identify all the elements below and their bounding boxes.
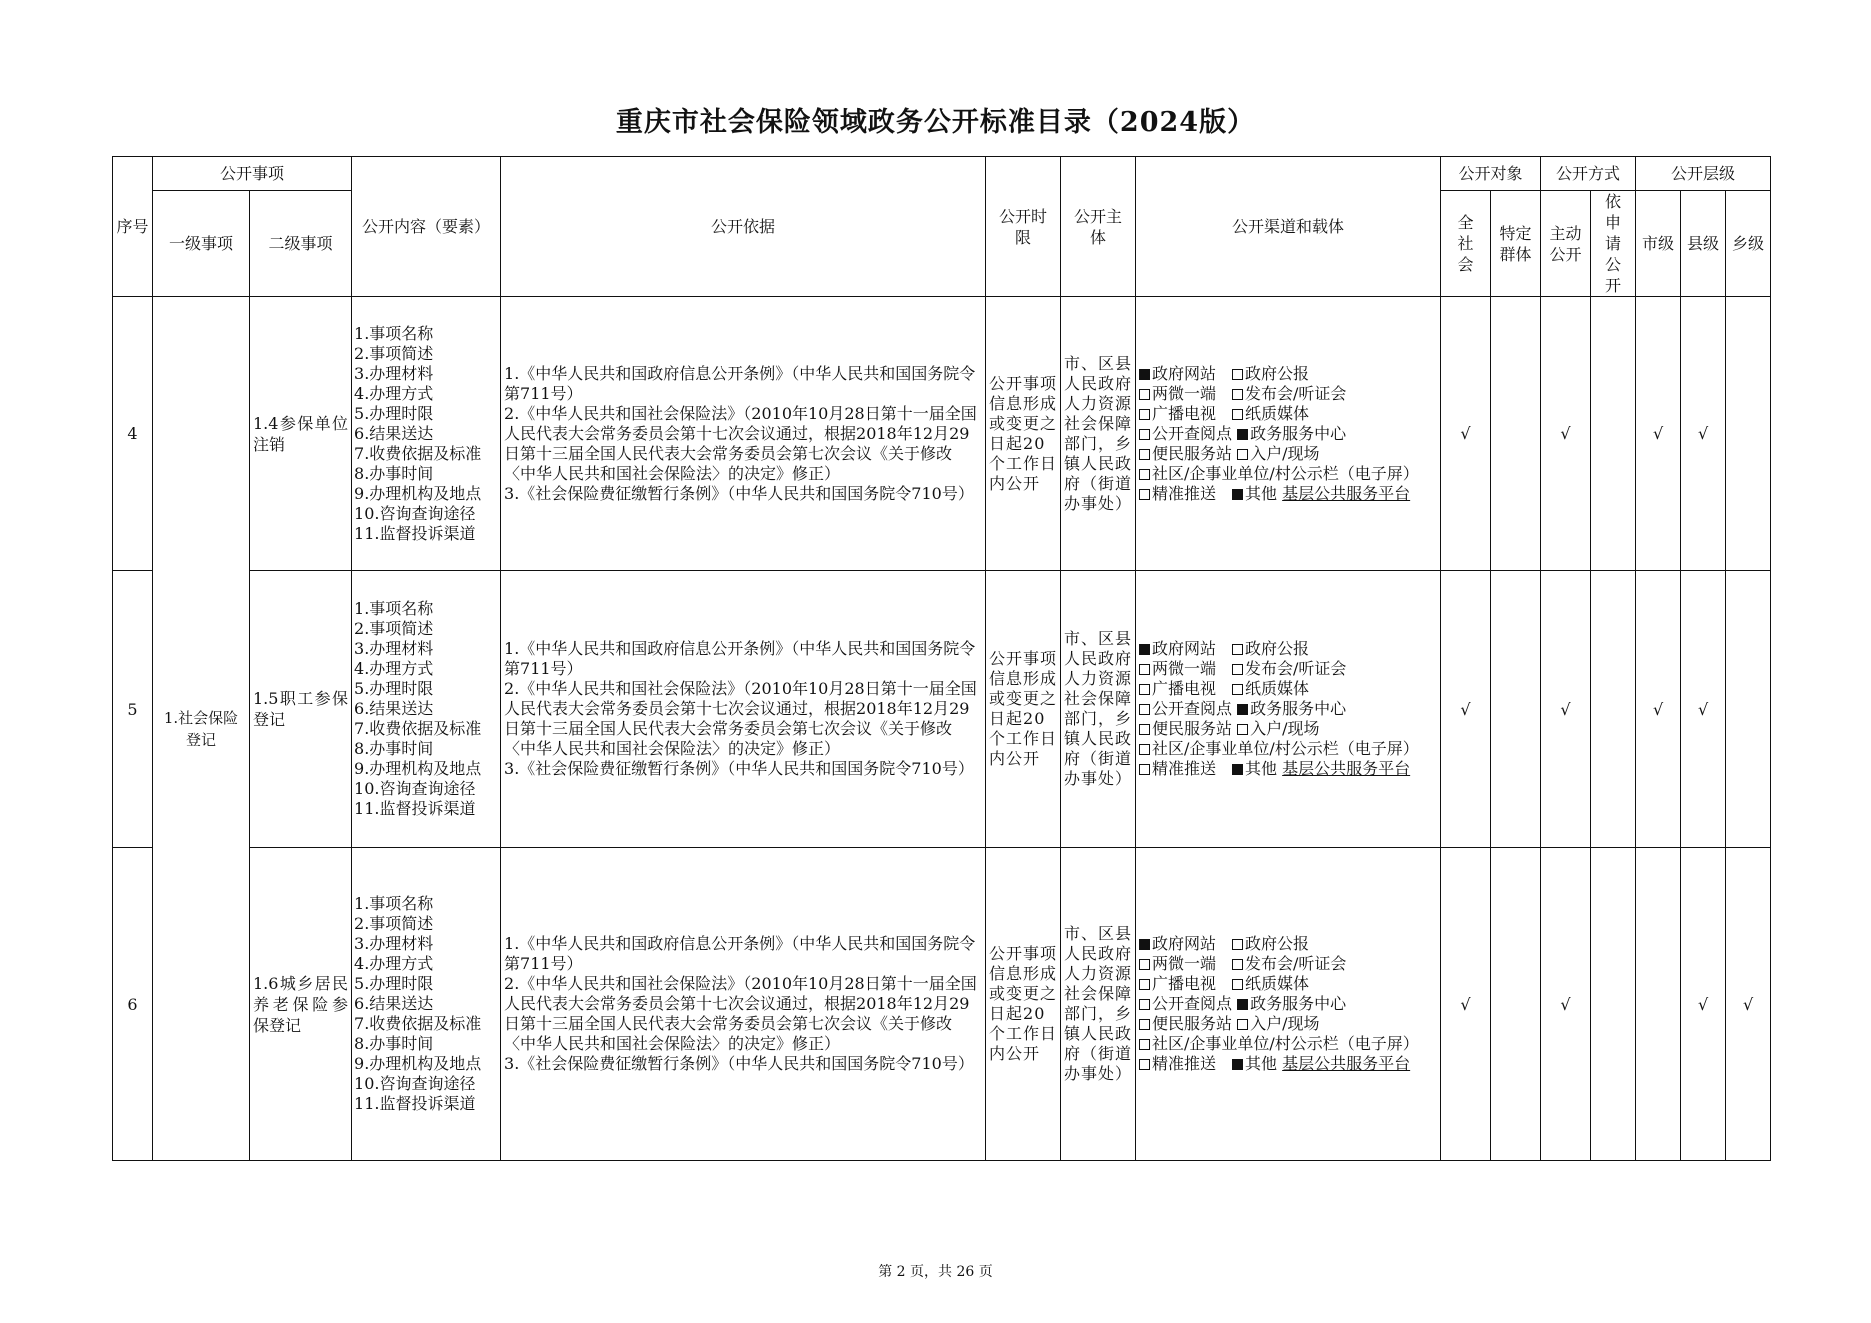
channel-two-wei: 两微一端: [1152, 383, 1217, 403]
content-item: 3.办理材料: [354, 934, 434, 953]
unchecked-box-icon: [1232, 684, 1243, 695]
level-county-mark: √: [1681, 848, 1726, 1161]
basis-cell: [501, 571, 986, 848]
content-item: 2.事项简述: [354, 343, 434, 363]
time-limit-cell: 公开事项信息形成或变更之日起20个工作日内公开: [986, 571, 1061, 848]
channel-reading-point: 公开查阅点: [1152, 994, 1233, 1013]
unchecked-box-icon: [1139, 979, 1150, 990]
header-mode-active: 主动公开: [1541, 191, 1591, 297]
channel-gov-gazette: 政府公报: [1245, 934, 1310, 953]
header-target-all: 全社会: [1441, 191, 1491, 297]
channel-community: 社区/企事业单位/村公示栏（电子屏）: [1152, 1034, 1419, 1053]
checked-box-icon: [1237, 999, 1248, 1010]
channel-community: 社区/企事业单位/村公示栏（电子屏）: [1152, 739, 1419, 758]
checked-box-icon: [1139, 369, 1150, 380]
subject-cell: 市、区县人民政府人力资源社会保障部门，乡镇人民政府（街道办事处）: [1061, 297, 1136, 571]
channel-paper: 纸质媒体: [1245, 974, 1310, 993]
channel-gov-site: 政府网站: [1152, 639, 1217, 658]
basis-item: 1.《中华人民共和国政府信息公开条例》（中华人民共和国国务院令第711号）: [504, 639, 976, 678]
channel-gov-gazette: 政府公报: [1245, 639, 1310, 658]
header-level1: 一级事项: [153, 191, 250, 297]
header-channel: 公开渠道和载体: [1136, 157, 1441, 297]
content-item: 7.收费依据及标准: [354, 1014, 482, 1033]
content-item: 9.办理机构及地点: [354, 759, 482, 778]
channel-press: 发布会/听证会: [1245, 659, 1347, 678]
content-item: 11.监督投诉渠道: [354, 1094, 476, 1113]
channel-service-station: 便民服务站: [1152, 443, 1233, 463]
header-level-town: 乡级: [1726, 191, 1771, 297]
unchecked-box-icon: [1139, 449, 1150, 460]
seq-cell: 6: [113, 848, 153, 1161]
basis-cell: [501, 848, 986, 1161]
unchecked-box-icon: [1139, 409, 1150, 420]
channel-two-wei: 两微一端: [1152, 954, 1217, 973]
document-title: 重庆市社会保险领域政务公开标准目录（2024版）: [615, 107, 1256, 138]
header-basis: 公开依据: [501, 157, 986, 297]
unchecked-box-icon: [1139, 724, 1150, 735]
header-subject: 公开主体: [1061, 157, 1136, 297]
header-level-city: 市级: [1636, 191, 1681, 297]
catalog-table: [112, 156, 1771, 1161]
unchecked-box-icon: [1237, 449, 1248, 460]
content-item: 8.办事时间: [354, 463, 434, 483]
content-item: 6.结果送达: [354, 423, 434, 443]
target-specific-mark: [1491, 848, 1541, 1161]
subject-cell: 市、区县人民政府人力资源社会保障部门，乡镇人民政府（街道办事处）: [1061, 571, 1136, 848]
unchecked-box-icon: [1232, 389, 1243, 400]
header-time-limit: 公开时限: [986, 157, 1061, 297]
channel-community: 社区/企事业单位/村公示栏（电子屏）: [1152, 463, 1419, 483]
channel-door: 入户/现场: [1250, 443, 1320, 463]
channel-two-wei: 两微一端: [1152, 659, 1217, 678]
unchecked-box-icon: [1139, 664, 1150, 675]
channel-push: 精准推送: [1152, 1054, 1217, 1073]
unchecked-box-icon: [1139, 1019, 1150, 1030]
unchecked-box-icon: [1232, 644, 1243, 655]
header-mode-group: 公开方式: [1541, 157, 1636, 191]
level1-cell: 1.社会保险登记: [153, 297, 250, 1161]
level-city-mark: √: [1636, 297, 1681, 571]
content-item: 3.办理材料: [354, 363, 434, 383]
content-item: 7.收费依据及标准: [354, 443, 482, 463]
unchecked-box-icon: [1232, 369, 1243, 380]
level2-cell: 1.5职工参保登记: [250, 571, 352, 848]
channel-service-station: 便民服务站: [1152, 719, 1233, 738]
unchecked-box-icon: [1237, 1019, 1248, 1030]
channel-broadcast: 广播电视: [1152, 679, 1217, 698]
channel-door: 入户/现场: [1250, 719, 1320, 738]
unchecked-box-icon: [1139, 429, 1150, 440]
basis-item: 2.《中华人民共和国社会保险法》（2010年10月28日第十一届全国人民代表大会常务委员会第十七次会议通过，根据2018年12月29日第十三届全国人民代表大会常务委员会第七次会议《关于修改〈中华人民共和国社会保险法〉的决定》修正）: [504, 974, 977, 1053]
content-item: 2.事项简述: [354, 914, 434, 933]
level-town-mark: √: [1726, 848, 1771, 1161]
channel-paper: 纸质媒体: [1245, 679, 1310, 698]
table-row: [113, 848, 1771, 1161]
channel-service-center: 政务服务中心: [1250, 699, 1347, 718]
table-row: [113, 297, 1771, 571]
unchecked-box-icon: [1237, 724, 1248, 735]
channel-broadcast: 广播电视: [1152, 403, 1217, 423]
content-item: 6.结果送达: [354, 994, 434, 1013]
content-item: 5.办理时限: [354, 679, 434, 698]
content-item: 1.事项名称: [354, 323, 434, 343]
unchecked-box-icon: [1139, 1039, 1150, 1050]
header-target-group: 公开对象: [1441, 157, 1541, 191]
level-county-mark: √: [1681, 297, 1726, 571]
mode-active-mark: √: [1541, 297, 1591, 571]
checked-box-icon: [1232, 764, 1243, 775]
header-seq: 序号: [113, 157, 153, 297]
basis-item: 3.《社会保险费征缴暂行条例》（中华人民共和国国务院令710号）: [504, 483, 974, 503]
checked-box-icon: [1232, 1059, 1243, 1070]
content-item: 5.办理时限: [354, 974, 434, 993]
content-item: 3.办理材料: [354, 639, 434, 658]
unchecked-box-icon: [1139, 704, 1150, 715]
content-item: 1.事项名称: [354, 599, 434, 618]
channel-service-center: 政务服务中心: [1250, 994, 1347, 1013]
content-item: 4.办理方式: [354, 383, 434, 403]
unchecked-box-icon: [1232, 664, 1243, 675]
time-limit-cell: 公开事项信息形成或变更之日起20个工作日内公开: [986, 848, 1061, 1161]
mode-apply-mark: [1591, 571, 1636, 848]
checked-box-icon: [1237, 704, 1248, 715]
channel-push: 精准推送: [1152, 483, 1217, 503]
level-city-mark: [1636, 848, 1681, 1161]
target-specific-mark: [1491, 571, 1541, 848]
content-item: 4.办理方式: [354, 954, 434, 973]
level-city-mark: √: [1636, 571, 1681, 848]
channel-broadcast: 广播电视: [1152, 974, 1217, 993]
content-item: 1.事项名称: [354, 894, 434, 913]
channel-gov-site: 政府网站: [1152, 363, 1217, 383]
unchecked-box-icon: [1232, 979, 1243, 990]
channel-cell: [1136, 297, 1441, 571]
channel-other: 其他: [1245, 759, 1278, 778]
channel-reading-point: 公开查阅点: [1152, 423, 1233, 443]
header-item-group: 公开事项: [153, 157, 352, 191]
content-item: 5.办理时限: [354, 403, 434, 423]
channel-service-center: 政务服务中心: [1250, 423, 1347, 443]
content-item: 10.咨询查询途径: [354, 1074, 476, 1093]
channel-gov-site: 政府网站: [1152, 934, 1217, 953]
checked-box-icon: [1237, 429, 1248, 440]
unchecked-box-icon: [1139, 1059, 1150, 1070]
content-item: 6.结果送达: [354, 699, 434, 718]
content-cell: [352, 297, 501, 571]
basis-item: 2.《中华人民共和国社会保险法》（2010年10月28日第十一届全国人民代表大会常务委员会第十七次会议通过，根据2018年12月29日第十三届全国人民代表大会常务委员会第七次会议《关于修改〈中华人民共和国社会保险法〉的决定》修正）: [504, 679, 977, 758]
unchecked-box-icon: [1139, 469, 1150, 480]
content-item: 11.监督投诉渠道: [354, 799, 476, 818]
basis-item: 1.《中华人民共和国政府信息公开条例》（中华人民共和国国务院令第711号）: [504, 363, 976, 403]
basis-cell: [501, 297, 986, 571]
target-all-mark: √: [1441, 848, 1491, 1161]
header-level-group: 公开层级: [1636, 157, 1771, 191]
table-row: [113, 571, 1771, 848]
channel-press: 发布会/听证会: [1245, 954, 1347, 973]
content-item: 2.事项简述: [354, 619, 434, 638]
level2-cell: 1.6城乡居民养老保险参保登记: [250, 848, 352, 1161]
content-item: 4.办理方式: [354, 659, 434, 678]
mode-apply-mark: [1591, 297, 1636, 571]
page-footer: 第 2 页，共 26 页: [878, 1264, 993, 1280]
checked-box-icon: [1139, 939, 1150, 950]
target-specific-mark: [1491, 297, 1541, 571]
unchecked-box-icon: [1139, 684, 1150, 695]
unchecked-box-icon: [1139, 489, 1150, 500]
checked-box-icon: [1232, 489, 1243, 500]
header-mode-apply: 依申请公开: [1591, 191, 1636, 297]
content-cell: [352, 848, 501, 1161]
content-item: 9.办理机构及地点: [354, 483, 482, 503]
target-all-mark: √: [1441, 571, 1491, 848]
unchecked-box-icon: [1139, 744, 1150, 755]
content-item: 8.办事时间: [354, 1034, 434, 1053]
header-level-county: 县级: [1681, 191, 1726, 297]
level-county-mark: √: [1681, 571, 1726, 848]
channel-press: 发布会/听证会: [1245, 383, 1347, 403]
unchecked-box-icon: [1232, 409, 1243, 420]
mode-apply-mark: [1591, 848, 1636, 1161]
checked-box-icon: [1139, 644, 1150, 655]
content-item: 7.收费依据及标准: [354, 719, 482, 738]
content-item: 9.办理机构及地点: [354, 1054, 482, 1073]
mode-active-mark: √: [1541, 571, 1591, 848]
channel-platform: 基层公共服务平台: [1282, 1054, 1411, 1073]
unchecked-box-icon: [1232, 959, 1243, 970]
channel-cell: [1136, 571, 1441, 848]
level-town-mark: [1726, 571, 1771, 848]
basis-item: 3.《社会保险费征缴暂行条例》（中华人民共和国国务院令710号）: [504, 759, 974, 778]
channel-service-station: 便民服务站: [1152, 1014, 1233, 1033]
channel-push: 精准推送: [1152, 759, 1217, 778]
channel-paper: 纸质媒体: [1245, 403, 1310, 423]
content-item: 8.办事时间: [354, 739, 434, 758]
level2-cell: 1.4参保单位注销: [250, 297, 352, 571]
header-content: 公开内容（要素）: [352, 157, 501, 297]
content-item: 10.咨询查询途径: [354, 503, 476, 523]
content-item: 11.监督投诉渠道: [354, 523, 476, 543]
channel-cell: [1136, 848, 1441, 1161]
unchecked-box-icon: [1139, 764, 1150, 775]
mode-active-mark: √: [1541, 848, 1591, 1161]
basis-item: 2.《中华人民共和国社会保险法》（2010年10月28日第十一届全国人民代表大会常务委员会第十七次会议通过，根据2018年12月29日第十三届全国人民代表大会常务委员会第七次会议《关于修改〈中华人民共和国社会保险法〉的决定》修正）: [504, 403, 977, 483]
unchecked-box-icon: [1232, 939, 1243, 950]
time-limit-cell: 公开事项信息形成或变更之日起20个工作日内公开: [986, 297, 1061, 571]
channel-other: 其他: [1245, 483, 1278, 503]
unchecked-box-icon: [1139, 959, 1150, 970]
channel-gov-gazette: 政府公报: [1245, 363, 1310, 383]
header-target-specific: 特定群体: [1491, 191, 1541, 297]
unchecked-box-icon: [1139, 999, 1150, 1010]
channel-door: 入户/现场: [1250, 1014, 1320, 1033]
channel-reading-point: 公开查阅点: [1152, 699, 1233, 718]
seq-cell: 5: [113, 571, 153, 848]
basis-item: 3.《社会保险费征缴暂行条例》（中华人民共和国国务院令710号）: [504, 1054, 974, 1073]
level-town-mark: [1726, 297, 1771, 571]
seq-cell: 4: [113, 297, 153, 571]
content-item: 10.咨询查询途径: [354, 779, 476, 798]
target-all-mark: √: [1441, 297, 1491, 571]
channel-platform: 基层公共服务平台: [1282, 759, 1411, 778]
channel-platform: 基层公共服务平台: [1282, 483, 1411, 503]
unchecked-box-icon: [1139, 389, 1150, 400]
basis-item: 1.《中华人民共和国政府信息公开条例》（中华人民共和国国务院令第711号）: [504, 934, 976, 973]
subject-cell: 市、区县人民政府人力资源社会保障部门，乡镇人民政府（街道办事处）: [1061, 848, 1136, 1161]
content-cell: [352, 571, 501, 848]
channel-other: 其他: [1245, 1054, 1278, 1073]
header-level2: 二级事项: [250, 191, 352, 297]
